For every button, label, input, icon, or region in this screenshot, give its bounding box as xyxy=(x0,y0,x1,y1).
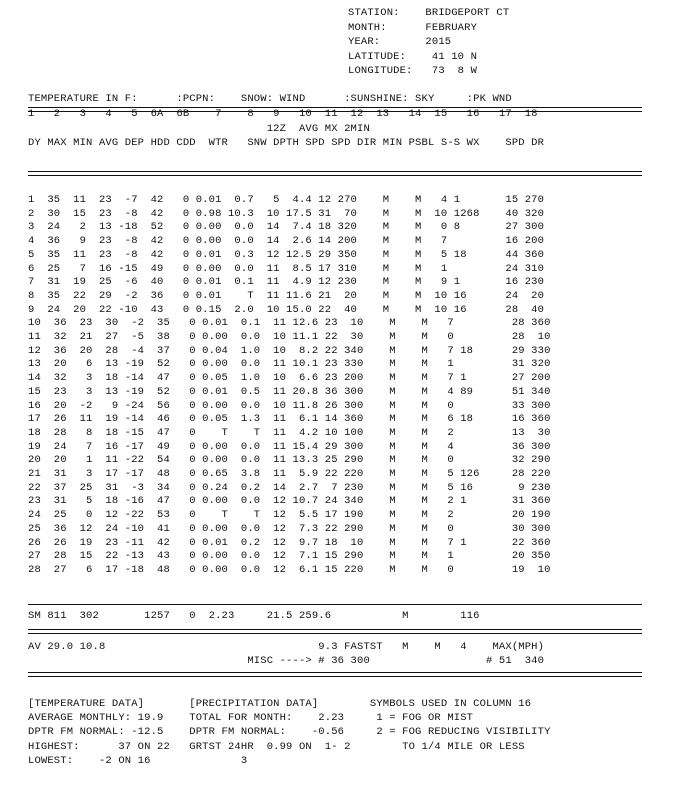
avg-divider xyxy=(28,629,642,634)
summary-section xyxy=(28,697,551,768)
table-row: 22 37 25 31 -3 34 0 0.24 0.2 14 2.7 7 230 M M 5 16 9 230 xyxy=(28,481,551,494)
table-row: 8 35 22 29 -2 36 0 0.01 T 11 11.6 21 20 M M 10 16 24 20 xyxy=(28,289,545,302)
summary-line: AVERAGE MONTHLY: 19.9 TOTAL FOR MONTH: 2.23 1 = FOG OR MIST xyxy=(28,712,474,725)
table-row: 18 28 8 18 -15 47 0 T T 11 4.2 10 100 M M 2 13 30 xyxy=(28,426,551,439)
table-row: 25 36 12 24 -10 41 0 0.00 0.0 12 7.3 22 290 M M 0 30 300 xyxy=(28,522,551,535)
column-header-line: DY MAX MIN AVG DEP HDD CDD WTR SNW DPTH SPD SPD DIR MIN PSBL S-S WX SPD DR xyxy=(28,137,545,150)
station-header-line: LONGITUDE: 73 8 W xyxy=(348,65,478,77)
table-row: 1 35 11 23 -7 42 0 0.01 0.7 5 4.4 12 270 M M 4 1 15 270 xyxy=(28,194,545,206)
column-header-line: 12Z AVG MX 2MIN xyxy=(28,122,370,135)
table-row: 7 31 19 25 -6 40 0 0.01 0.1 11 4.9 12 230 M M 9 1 16 230 xyxy=(28,276,545,289)
table-row: 3 24 2 13 -18 52 0 0.00 0.0 14 7.4 18 320 M M 0 8 27 300 xyxy=(28,221,545,234)
sum-divider xyxy=(28,604,642,605)
header-divider-bottom xyxy=(28,171,642,176)
summary-line: DPTR FM NORMAL: -12.5 DPTR FM NORMAL: -0.56 2 = FOG REDUCING VISIBILITY xyxy=(28,726,551,739)
monthly-sum-row xyxy=(28,610,480,622)
column-header-block xyxy=(28,92,544,151)
table-row: 21 31 3 17 -17 48 0 0.65 3.8 11 5.9 22 220 M M 5 126 28 220 xyxy=(28,468,551,481)
table-row: 26 26 19 23 -11 42 0 0.01 0.2 12 9.7 18 10 M M 7 1 22 360 xyxy=(28,536,551,549)
summary-line: LOWEST: -2 ON 16 3 xyxy=(28,754,248,767)
summary-divider xyxy=(28,672,642,677)
table-row: 20 20 1 11 -22 54 0 0.00 0.0 11 13.3 25 290 M M 0 32 290 xyxy=(28,454,551,467)
average-line: MISC ----> # 36 300 # 51 340 xyxy=(28,655,545,667)
station-header-line: LATITUDE: 41 10 N xyxy=(348,50,478,63)
table-row: 23 31 5 18 -16 47 0 0.00 0.0 12 10.7 24 340 M M 2 1 31 360 xyxy=(28,495,551,508)
table-row: 11 32 21 27 -5 38 0 0.00 0.0 10 11.1 22 30 M M 0 28 10 xyxy=(28,331,551,344)
summary-line: HIGHEST: 37 ON 22 GRTST 24HR 0.99 ON 1- 2 TO 1/4 MILE OR LESS xyxy=(28,740,525,753)
table-row: 17 26 11 19 -14 46 0 0.05 1.3 11 6.1 14 360 M M 6 18 16 360 xyxy=(28,413,551,426)
table-row: 9 24 20 22 -10 43 0 0.15 2.0 10 15.0 22 40 M M 10 16 28 40 xyxy=(28,303,545,316)
table-row: 19 24 7 16 -17 49 0 0.00 0.0 11 15.4 29 300 M M 4 36 300 xyxy=(28,440,551,453)
daily-data-table xyxy=(28,194,551,578)
table-row: 27 28 15 22 -13 43 0 0.00 0.0 12 7.1 15 290 M M 1 20 350 xyxy=(28,550,551,563)
column-header-line: 1 2 3 4 5 6A 6B 7 8 9 10 11 12 13 14 15 16 17 18 xyxy=(28,107,538,120)
table-row: 14 32 3 18 -14 47 0 0.05 1.0 10 6.6 23 200 M M 7 1 27 200 xyxy=(28,372,551,385)
table-row: 4 36 9 23 -8 42 0 0.00 0.0 14 2.6 14 200 M M 7 16 200 xyxy=(28,235,545,248)
station-header-line: STATION: BRIDGEPORT CT xyxy=(348,7,510,19)
sum-line: SM 811 302 1257 0 2.23 21.5 259.6 M 116 xyxy=(28,610,480,622)
average-line: AV 29.0 10.8 9.3 FASTST M M 4 MAX(MPH) xyxy=(28,641,545,653)
table-row: 12 36 20 28 -4 37 0 0.04 1.0 10 8.2 22 340 M M 7 18 29 330 xyxy=(28,344,551,357)
table-row: 13 20 6 13 -19 52 0 0.00 0.0 11 10.1 23 330 M M 1 31 320 xyxy=(28,358,551,371)
summary-line: [TEMPERATURE DATA] [PRECIPITATION DATA] SYMBOLS USED IN COLUMN 16 xyxy=(28,698,532,710)
table-row: 16 20 -2 9 -24 56 0 0.00 0.0 10 11.8 26 300 M M 0 33 300 xyxy=(28,399,551,412)
average-rows xyxy=(28,640,544,668)
table-row: 2 30 15 23 -8 42 0 0.98 10.3 10 17.5 31 70 M M 10 1268 40 320 xyxy=(28,207,545,220)
station-header-line: YEAR: 2015 xyxy=(348,36,452,48)
table-row: 6 25 7 16 -15 49 0 0.00 0.0 11 8.5 17 310 M M 1 24 310 xyxy=(28,262,545,275)
column-header-line: TEMPERATURE IN F: :PCPN: SNOW: WIND :SUNSHINE: SKY :PK WND xyxy=(28,93,512,105)
station-header xyxy=(348,6,509,79)
table-row: 28 27 6 17 -18 48 0 0.00 0.0 12 6.1 15 220 M M 0 19 10 xyxy=(28,563,551,576)
station-header-line: MONTH: FEBRUARY xyxy=(348,21,478,34)
header-divider-top xyxy=(28,107,642,112)
table-row: 15 23 3 13 -19 52 0 0.01 0.5 11 20.8 36 300 M M 4 89 51 340 xyxy=(28,385,551,398)
table-row: 24 25 0 12 -22 53 0 T T 12 5.5 17 190 M M 2 20 190 xyxy=(28,509,551,522)
table-row: 10 36 23 30 -2 35 0 0.01 0.1 11 12.6 23 10 M M 7 28 360 xyxy=(28,317,551,330)
table-row: 5 35 11 23 -8 42 0 0.01 0.3 12 12.5 29 350 M M 5 18 44 360 xyxy=(28,248,545,261)
